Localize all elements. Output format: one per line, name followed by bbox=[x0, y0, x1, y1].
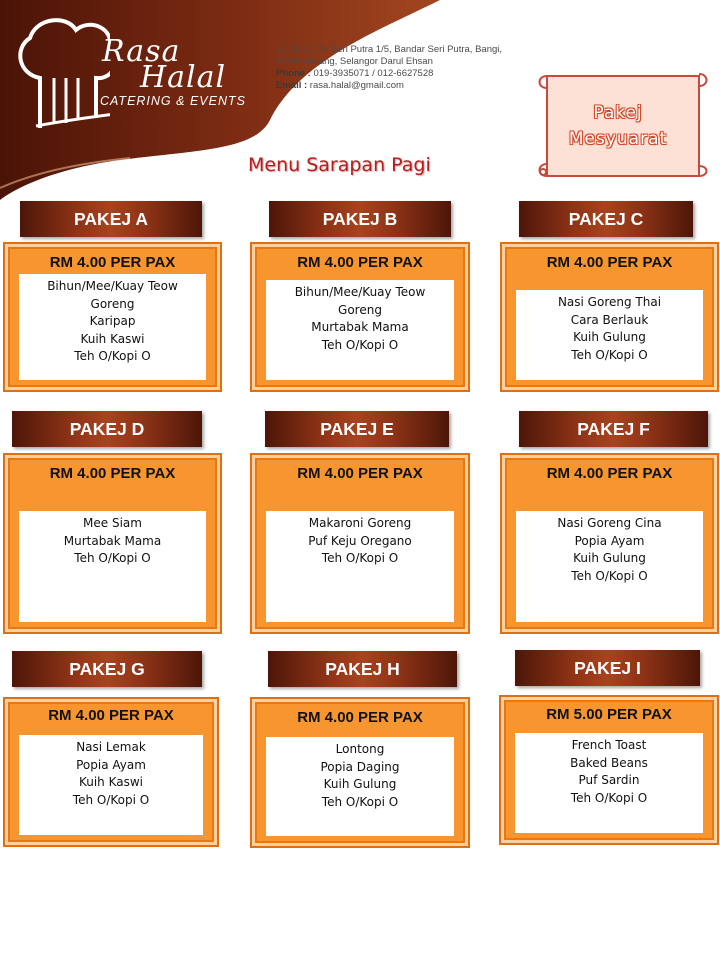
brand-tagline: CATERING & EVENTS bbox=[100, 94, 246, 108]
package-i-label: PAKEJ I bbox=[515, 650, 700, 686]
contact-info bbox=[276, 44, 502, 92]
menu-item: Murtabak Mama bbox=[311, 320, 409, 334]
package-f-price: RM 4.00 PER PAX bbox=[546, 465, 673, 482]
page-title: Menu Sarapan Pagi bbox=[248, 154, 431, 176]
email-row bbox=[276, 80, 502, 92]
package-i-price: RM 5.00 PER PAX bbox=[546, 706, 672, 723]
menu-item: Popia Ayam bbox=[574, 533, 645, 548]
menu-item: Teh O/Kopi O bbox=[74, 551, 151, 565]
package-g-price: RM 4.00 PER PAX bbox=[48, 707, 174, 724]
package-g-label: PAKEJ G bbox=[12, 651, 202, 687]
menu-item: Mee Siam bbox=[83, 516, 142, 530]
package-h-card bbox=[250, 697, 470, 848]
menu-item: Kuih Gulung bbox=[573, 551, 646, 565]
package-e-card bbox=[250, 453, 470, 634]
package-c-menu bbox=[516, 290, 703, 380]
brand-name-line2: Halal bbox=[140, 60, 227, 95]
package-a-menu bbox=[19, 274, 206, 380]
banner-line2: Mesyuarat bbox=[568, 129, 668, 149]
address-line1: Lot 10-2, Jln Seri Putra 1/5, Bandar Seri Putra, Bangi, bbox=[276, 44, 503, 55]
package-b-label: PAKEJ B bbox=[269, 201, 451, 237]
package-d-price: RM 4.00 PER PAX bbox=[49, 465, 176, 482]
menu-item: Kuih Gulung bbox=[323, 777, 397, 791]
menu-item: Makaroni Goreng bbox=[308, 516, 412, 530]
menu-item: Teh O/Kopi O bbox=[74, 349, 151, 363]
brand-logo bbox=[10, 8, 270, 138]
package-e-menu bbox=[266, 511, 454, 622]
package-i-menu bbox=[515, 733, 703, 833]
menu-item: Baked Beans bbox=[570, 755, 648, 770]
menu-item: Popia Daging bbox=[320, 759, 400, 774]
package-f-menu bbox=[516, 511, 703, 622]
email-label: Email : bbox=[276, 80, 308, 91]
package-a-label: PAKEJ A bbox=[20, 201, 202, 237]
banner-title bbox=[548, 100, 688, 152]
package-h-menu bbox=[266, 737, 454, 836]
menu-item: Lontong bbox=[335, 742, 385, 756]
menu-item: Nasi Lemak bbox=[76, 740, 146, 754]
menu-item: Bihun/Mee/Kuay Teow bbox=[294, 285, 426, 299]
package-i-card bbox=[499, 695, 719, 845]
address-line2: 43000 Kajang, Selangor Darul Ehsan bbox=[276, 56, 433, 67]
menu-item: Goreng bbox=[90, 296, 135, 311]
menu-item: Cara Berlauk bbox=[570, 312, 649, 327]
menu-item: Teh O/Kopi O bbox=[570, 790, 648, 805]
menu-item: Murtabak Mama bbox=[63, 533, 162, 548]
banner-line1: Pakej bbox=[593, 103, 643, 123]
menu-item: Kuih Kaswi bbox=[78, 775, 144, 789]
menu-item: Teh O/Kopi O bbox=[321, 337, 399, 352]
package-d-menu bbox=[19, 511, 206, 622]
menu-item: Teh O/Kopi O bbox=[321, 794, 399, 809]
menu-item: Nasi Goreng Thai bbox=[557, 295, 662, 309]
menu-item: Kuih Kaswi bbox=[80, 331, 145, 346]
package-b-price: RM 4.00 PER PAX bbox=[297, 254, 423, 271]
menu-item: Teh O/Kopi O bbox=[72, 792, 150, 807]
package-b-menu bbox=[266, 280, 454, 380]
phone-row bbox=[276, 68, 502, 80]
package-c-price: RM 4.00 PER PAX bbox=[546, 254, 673, 271]
menu-item: French Toast bbox=[571, 738, 647, 752]
package-c-label: PAKEJ C bbox=[519, 201, 693, 237]
menu-item: Popia Ayam bbox=[76, 757, 146, 772]
package-c-card bbox=[500, 242, 719, 392]
package-b-card bbox=[250, 242, 470, 392]
brand-name-line1: Rasa bbox=[102, 34, 181, 69]
menu-item: Teh O/Kopi O bbox=[571, 568, 648, 583]
email-value: rasa.halal@gmail.com bbox=[309, 80, 404, 91]
package-g-card bbox=[3, 697, 219, 847]
package-h-price: RM 4.00 PER PAX bbox=[297, 709, 423, 726]
package-a-price: RM 4.00 PER PAX bbox=[49, 254, 176, 271]
menu-item: Bihun/Mee/Kuay Teow bbox=[47, 279, 178, 293]
phone-label: Phone : bbox=[276, 68, 311, 79]
package-g-menu bbox=[19, 735, 203, 835]
menu-item: Teh O/Kopi O bbox=[321, 551, 399, 565]
package-d-label: PAKEJ D bbox=[12, 411, 202, 447]
menu-item: Goreng bbox=[338, 302, 382, 317]
package-f-card bbox=[500, 453, 719, 634]
package-e-price: RM 4.00 PER PAX bbox=[297, 465, 423, 482]
menu-item: Puf Keju Oregano bbox=[308, 533, 412, 548]
menu-item: Nasi Goreng Cina bbox=[557, 516, 662, 530]
package-h-label: PAKEJ H bbox=[268, 651, 457, 687]
menu-item: Kuih Gulung bbox=[573, 330, 646, 344]
package-d-card bbox=[3, 453, 222, 634]
phone-value: 019-3935071 / 012-6627528 bbox=[313, 68, 434, 79]
chef-hat-icon bbox=[10, 8, 110, 138]
menu-item: Teh O/Kopi O bbox=[571, 347, 648, 362]
package-e-label: PAKEJ E bbox=[265, 411, 449, 447]
menu-item: Karipap bbox=[89, 314, 136, 328]
package-a-card bbox=[3, 242, 222, 392]
package-f-label: PAKEJ F bbox=[519, 411, 708, 447]
menu-item: Puf Sardin bbox=[578, 773, 640, 787]
